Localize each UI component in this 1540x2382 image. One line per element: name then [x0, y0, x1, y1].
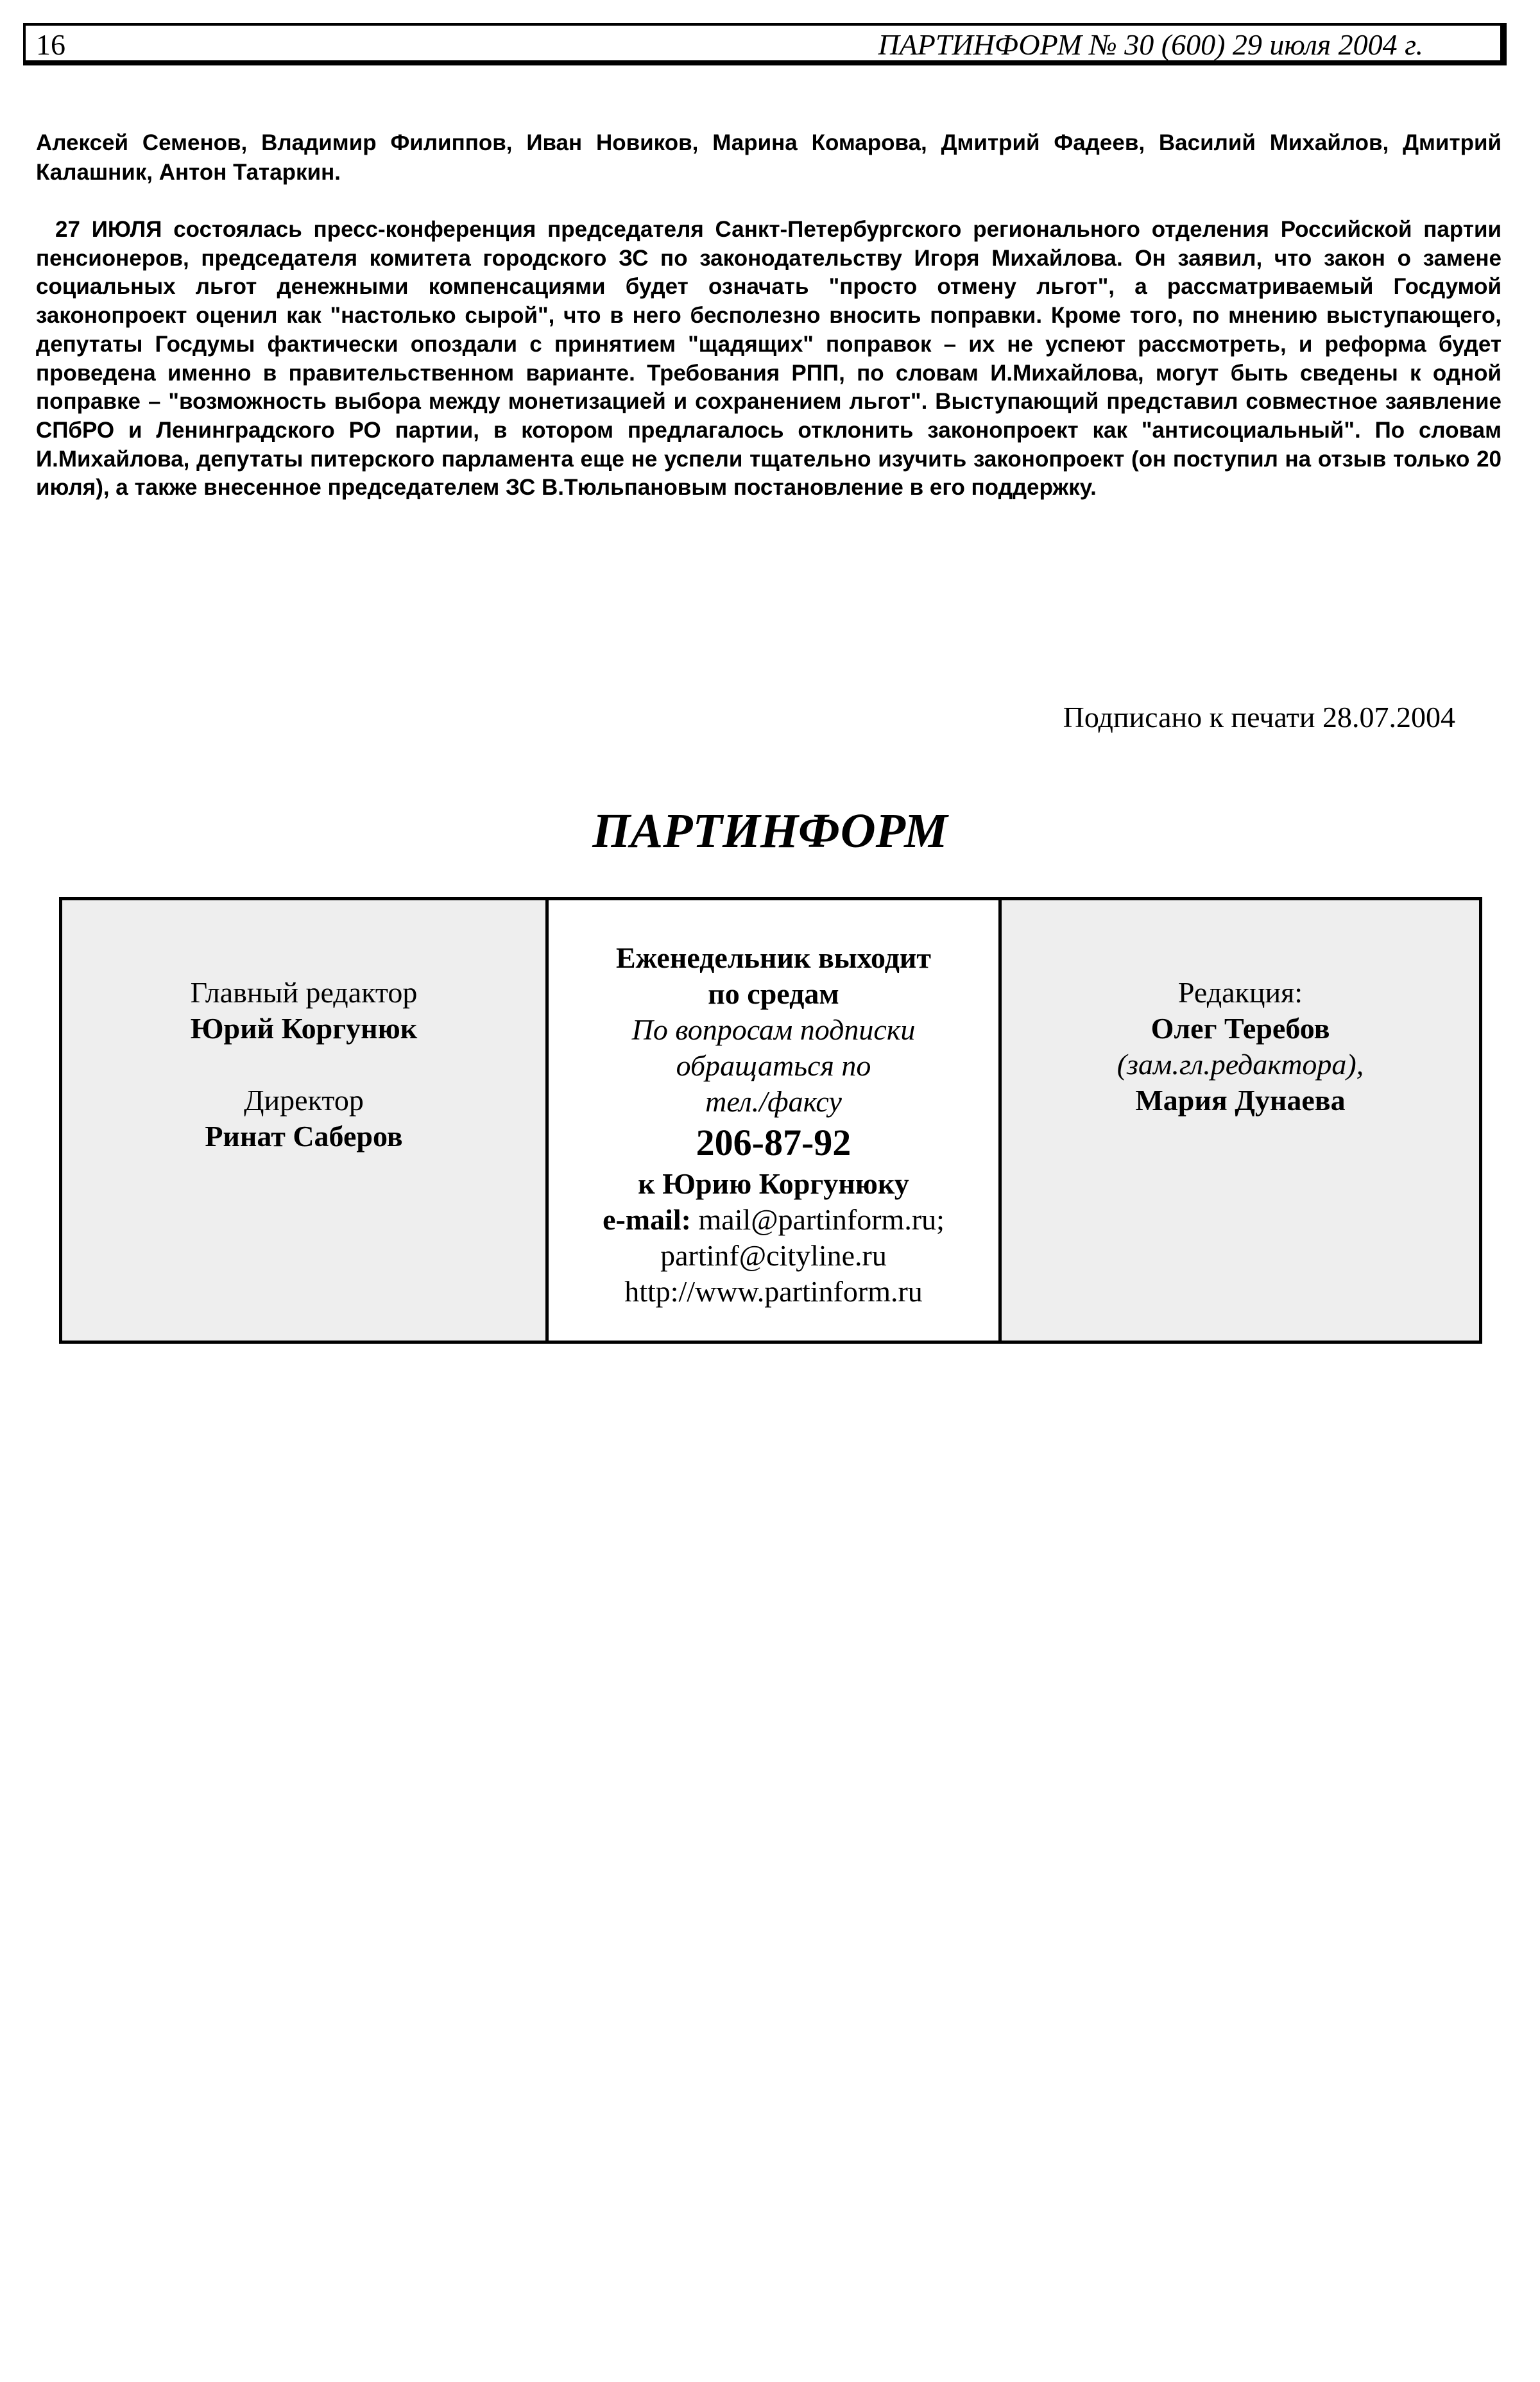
email-address-2: partinf@cityline.ru	[660, 1239, 887, 1272]
page-header	[23, 23, 1507, 65]
names-paragraph: Алексей Семенов, Владимир Филиппов, Иван Новиков, Марина Комарова, Дмитрий Фадеев, Василий Михайлов, Дмитрий Калашник, Антон Татаркин.	[36, 130, 1502, 185]
signed-to-print: Подписано к печати 28.07.2004	[1063, 701, 1455, 733]
subscribe-line-1: По вопросам подписки	[631, 1013, 916, 1046]
deputy-role: (зам.гл.редактора),	[1116, 1048, 1364, 1081]
page-number: 16	[36, 28, 65, 61]
website-url: http://www.partinform.ru	[624, 1275, 923, 1308]
imprint-editors-column	[62, 900, 549, 1341]
contact-person: к Юрию Коргунюку	[638, 1167, 909, 1200]
subscribe-line-2: обращаться по	[676, 1049, 871, 1082]
issue-line: ПАРТИНФОРМ № 30 (600) 29 июля 2004 г.	[878, 28, 1423, 61]
deputy-name: Олег Теребов	[1151, 1012, 1330, 1045]
masthead-title: ПАРТИНФОРМ	[592, 804, 948, 858]
editor-name: Юрий Коргунюк	[190, 1012, 418, 1045]
staff-label: Редакция:	[1177, 976, 1303, 1009]
imprint-contacts-column	[549, 900, 1002, 1341]
article-paragraph: 27 ИЮЛЯ состоялась пресс-конференция председателя Санкт-Петербургского регионального отделения Российской партии пенсионеров, председателя комитета городского ЗС по законодательству Игоря Михайлова. Он заявил, что закон о замене социальных льгот денежными компенсациями будет означать "просто отмену льгот", а рассматриваемый Госдумой законопроект оценил как "настолько сырой", что в него бесполезно вносить поправки. Кроме того, по мнению выступающего, депутаты Госдумы фактически опоздали с принятием "щадящих" поправок – их не успеют рассмотреть, и реформа будет проведена именно в правительственном варианте. Требования РПП, по словам И.Михайлова, могут быть сведены к одной поправке – "возможность выбора между монетизацией и сохранением льгот". Выступающий представил совместное заявление СПбРО и Ленинградского РО партии, в котором предлагалось отклонить законопроект как "антисоциальный". По словам И.Михайлова, депутаты питерского парламента еще не успели тщательно изучить законопроект (он поступил на отзыв только 20 июля), а также внесенное председателем ЗС В.Тюльпановым постановление в его поддержку.	[36, 217, 1502, 501]
imprint-table	[59, 897, 1482, 1344]
email-address-1: mail@partinform.ru;	[698, 1203, 945, 1236]
phone-number: 206-87-92	[696, 1122, 851, 1163]
editor-role: Главный редактор	[190, 976, 418, 1009]
imprint-staff-column	[1002, 900, 1479, 1341]
email-label: e-mail:	[603, 1203, 691, 1236]
director-name: Ринат Саберов	[205, 1120, 403, 1152]
staff-name: Мария Дунаева	[1135, 1084, 1346, 1117]
weekly-line-1: Еженедельник выходит	[615, 941, 932, 974]
director-role: Директор	[244, 1084, 364, 1117]
weekly-line-2: по средам	[708, 977, 839, 1010]
subscribe-line-3: тел./факсу	[705, 1085, 842, 1118]
email-line-1	[549, 1202, 998, 1238]
